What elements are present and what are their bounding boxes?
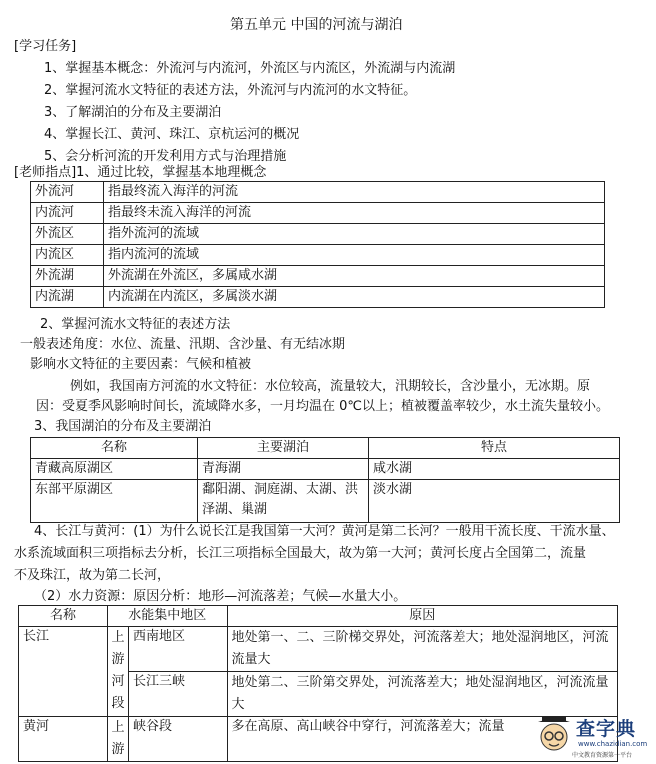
task-4: 4、掌握长江、黄河、珠江、京杭运河的概况	[44, 127, 300, 142]
concept-def: 外流湖在外流区，多属咸水湖	[104, 266, 605, 287]
task-2: 2、掌握河流水文特征的表述方法，外流河与内流河的水文特征。	[44, 83, 417, 98]
hydro-reason: 多在高原、高山峡谷中穿行，河流落差大；流量	[227, 717, 617, 762]
task-5: 5、会分析河流的开发利用方式与治理措施	[44, 149, 287, 164]
river-name: 黄河	[19, 717, 108, 762]
example-line-1: 例如，我国南方河流的水文特征：水位较高，流量较大，汛期较长，含沙量小，无冰期。原	[70, 379, 591, 394]
table-row	[31, 203, 605, 224]
lake-feature: 淡水湖	[369, 480, 620, 523]
concept-term: 外流区	[31, 224, 104, 245]
hydro-area: 西南地区	[129, 627, 228, 672]
concept-term: 内流区	[31, 245, 104, 266]
section-4-line-3: 不及珠江，故为第二长河，	[14, 568, 171, 583]
concept-term: 外流湖	[31, 266, 104, 287]
factors: 影响水文特征的主要因素：气候和植被	[30, 357, 252, 372]
page-title: 第五单元 中国的河流与湖泊	[230, 17, 403, 33]
table-row	[31, 245, 605, 266]
river-name: 长江	[19, 627, 108, 717]
section-4-line-2: 水系流域面积三项指标去分析，长江三项指标全国最大，故为第一大河；黄河长度占全国第二，流量	[14, 546, 587, 561]
region-name: 东部平原湖区	[31, 480, 198, 523]
main-lakes: 鄱阳湖、洞庭湖、太湖、洪泽湖、巢湖	[198, 480, 369, 523]
section-3: 3、我国湖泊的分布及主要湖泊	[34, 419, 212, 434]
teacher-tip: [老师指点]1、通过比较，掌握基本地理概念	[14, 165, 267, 180]
concept-def: 指最终未流入海洋的河流	[104, 203, 605, 224]
concept-table	[30, 181, 605, 308]
col-header: 名称	[31, 438, 198, 459]
river-segment: 上游	[108, 717, 129, 762]
example-line-2: 因：受夏季风影响时间长，流域降水多，一月均温在 0℃以上；植被覆盖率较少，水土流失量较小。	[36, 399, 610, 414]
table-row	[31, 459, 620, 480]
table-row	[31, 480, 620, 523]
mascot-icon	[536, 714, 572, 754]
col-header: 主要湖泊	[198, 438, 369, 459]
logo-brand: 查字典	[576, 718, 637, 740]
task-header: [学习任务]	[14, 39, 77, 54]
concept-def: 指最终流入海洋的河流	[104, 182, 605, 203]
chazidian-logo	[536, 712, 654, 762]
section-2: 2、掌握河流水文特征的表述方法	[40, 317, 231, 332]
concept-def: 内流湖在内流区，多属淡水湖	[104, 287, 605, 308]
task-1: 1、掌握基本概念：外流河与内流河，外流区与内流区，外流湖与内流湖	[44, 61, 456, 76]
col-header: 水能集中地区	[108, 606, 228, 627]
lake-table	[30, 437, 620, 523]
logo-url: www.chazidian.com	[578, 740, 648, 748]
concept-def: 指外流河的流域	[104, 224, 605, 245]
hydro-area: 峡谷段	[129, 717, 228, 762]
table-row	[31, 287, 605, 308]
main-lakes: 青海湖	[198, 459, 369, 480]
col-header: 名称	[19, 606, 108, 627]
table-row	[31, 182, 605, 203]
concept-term: 外流河	[31, 182, 104, 203]
table-row	[19, 717, 618, 762]
concept-def: 指内流河的流域	[104, 245, 605, 266]
task-3: 3、了解湖泊的分布及主要湖泊	[44, 105, 222, 120]
hydro-reason: 地处第一、二、三阶梯交界处，河流落差大；地处湿润地区，河流流量大	[227, 627, 617, 672]
col-header: 原因	[227, 606, 617, 627]
concept-term: 内流河	[31, 203, 104, 224]
table-header-row	[31, 438, 620, 459]
table-header-row	[19, 606, 618, 627]
hydro-table	[18, 605, 618, 762]
region-name: 青藏高原湖区	[31, 459, 198, 480]
table-row	[31, 224, 605, 245]
general-angle: 一般表述角度：水位、流量、汛期、含沙量、有无结冰期	[20, 337, 346, 352]
hydro-area: 长江三峡	[129, 672, 228, 717]
table-row	[19, 627, 618, 672]
river-segment: 上游河段	[108, 627, 129, 717]
section-4-line-1: 4、长江与黄河：(1）为什么说长江是我国第一大河？黄河是第二长河？一般用干流长度、干流水量、	[34, 524, 615, 539]
section-4-line-4: （2）水力资源：原因分析：地形—河流落差；气候—水量大小。	[34, 589, 407, 604]
table-row	[31, 266, 605, 287]
col-header: 特点	[369, 438, 620, 459]
lake-feature: 咸水湖	[369, 459, 620, 480]
hydro-reason: 地处第二、三阶第交界处，河流落差大；地处湿润地区，河流流量大	[227, 672, 617, 717]
logo-slogan: 中文教育资源第一平台	[572, 752, 633, 759]
concept-term: 内流湖	[31, 287, 104, 308]
